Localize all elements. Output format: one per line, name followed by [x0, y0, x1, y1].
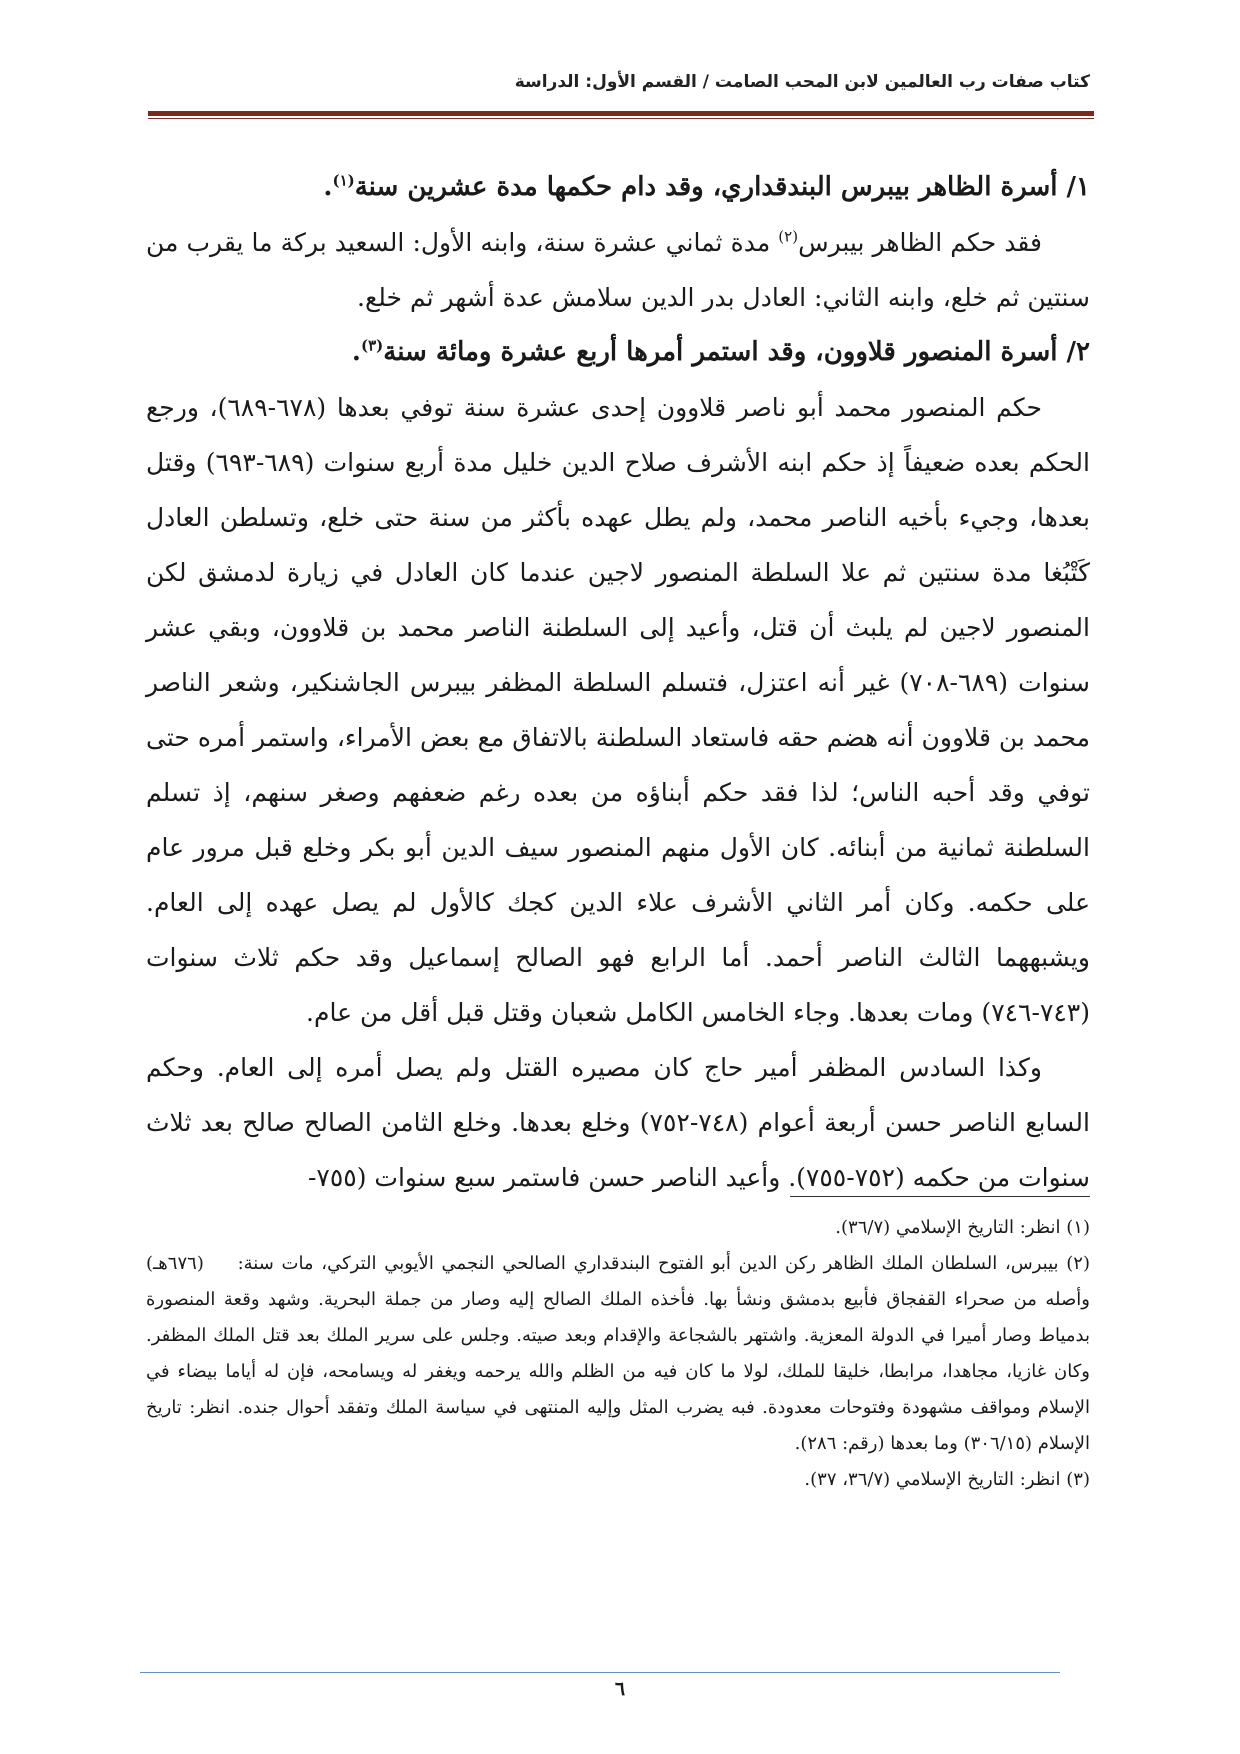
running-header: كتاب صفات رب العالمين لابن المحب الصامت / القسم الأول: الدراسة: [514, 72, 1090, 92]
main-text: [146, 160, 1090, 1205]
header-rule: [148, 111, 1094, 116]
paragraph-3: وكذا السادس المظفر أمير حاج كان مصيره القتل ولم يصل أمره إلى العام. وحكم السابع الناصر حسن أربعة أعوام (٧٤٨-٧٥٢) وخلع بعدها. وخلع الثامن الصالح صالح بعد ثلاث سنوات من حكمه (٧٥٢-٧٥٥). وأعيد الناصر حسن فاستمر سبع سنوات (٧٥٥-: [146, 1053, 1090, 1192]
footnote-ref-1[interactable]: (١): [332, 171, 355, 190]
footnotes: [146, 1210, 1090, 1498]
page-number: ٦: [614, 1678, 626, 1700]
paragraph-2: حكم المنصور محمد أبو ناصر قلاوون إحدى عشرة سنة توفي بعدها (٦٧٨-٦٨٩)، ورجع الحكم بعده ضعيفاً إذ حكم ابنه الأشرف صلاح الدين خليل مدة أربع سنوات (٦٨٩-٦٩٣) وقتل بعدها، وجيء بأخيه الناصر محمد، ولم يطل عهده بأكثر من سنة حتى خلع، وتسلطن العادل كَتْبُغا مدة سنتين ثم علا السلطة المنصور لاجين عندما كان العادل في زيارة لدمشق لكن المنصور لاجين لم يلبث أن قتل، وأعيد إلى السلطنة الناصر محمد بن قلاوون، وبقي عشر سنوات (٦٨٩-٧٠٨) غير أنه اعتزل، فتسلم السلطة المظفر بيبرس الجاشنكير، وشعر الناصر محمد بن قلاوون أنه هضم حقه فاستعاد السلطنة بالاتفاق مع بعض الأمراء، واستمر أمره حتى توفي وقد أحبه الناس؛ لذا فقد حكم أبناؤه من بعده رغم ضعفهم وصغر سنهم، إذ تسلم السلطنة ثمانية من أبنائه. كان الأول منهم المنصور سيف الدين أبو بكر وخلع قبل مرور عام على حكمه. وكان أمر الثاني الأشرف علاء الدين كجك كالأول لم يصل عهده إلى العام. ويشبههما الثالث الناصر أحمد. أما الرابع فهو الصالح إسماعيل وقد حكم ثلاث سنوات (٧٤٣-٧٤٦) ومات بعدها. وجاء الخامس الكامل شعبان وقتل قبل أقل من عام.: [146, 393, 1090, 1027]
footnote-ref-2[interactable]: (٢): [778, 227, 799, 246]
footnote-1: (١) انظر: التاريخ الإسلامي (٣٦/٧).: [835, 1217, 1090, 1238]
footnote-3: (٣) انظر: التاريخ الإسلامي (٣٦/٧، ٣٧).: [804, 1469, 1090, 1490]
paragraph-1: فقد حكم الظاهر بيبرس$^{(٢)}$ مدة ثماني عشرة سنة، وابنه الأول: السعيد بركة ما يقرب من سنتين ثم خلع، وابنه الثاني: العادل بدر الدين سلامش عدة أشهر ثم خلع.: [146, 227, 1090, 312]
footnote-separator: [790, 1196, 1090, 1197]
section-heading-2: ٢/ أسرة المنصور قلاوون، وقد استمر أمرها أربع عشرة ومائة سنة$^{(٣)}$.: [351, 336, 1090, 367]
footnote-ref-3[interactable]: (٣): [360, 336, 384, 355]
footer-rule: [140, 1672, 1060, 1673]
header-rule-thin: [148, 118, 1094, 119]
section-heading-1: ١/ أسرة الظاهر بيبرس البندقداري، وقد دام حكمها مدة عشرين سنة$^{(١)}$.: [323, 171, 1090, 202]
footnote-2: (٢) بيبرس، السلطان الملك الظاهر ركن الدين أبو الفتوح البندقداري الصالحي النجمي الأيوبي التركي، مات سنة: (٦٧٦هـ) وأصله من صحراء القفجاق فأبيع بدمشق ونشأ بها. فأخذه الملك الصالح إليه وصار من جملة البحرية. وشهد وقعة المنصورة بدمياط وصار أميرا في الدولة المعزية. واشتهر بالشجاعة والإقدام وبعد صيته. وجلس على سرير الملك بعد قتل الملك المظفر. وكان غازيا، مجاهدا، مرابطا، خليقا للملك، لولا ما كان فيه من الظلم والله يرحمه ويغفر له ويسامحه، فإن له أياما بيضاء في الإسلام ومواقف مشهودة وفتوحات معدودة. فبه يضرب المثل وإليه المنتهى في سياسة الملك وتفقد أحوال جنده. انظر: تاريخ الإسلام (٣٠٦/١٥) وما بعدها (رقم: ٢٨٦).: [146, 1253, 1090, 1454]
